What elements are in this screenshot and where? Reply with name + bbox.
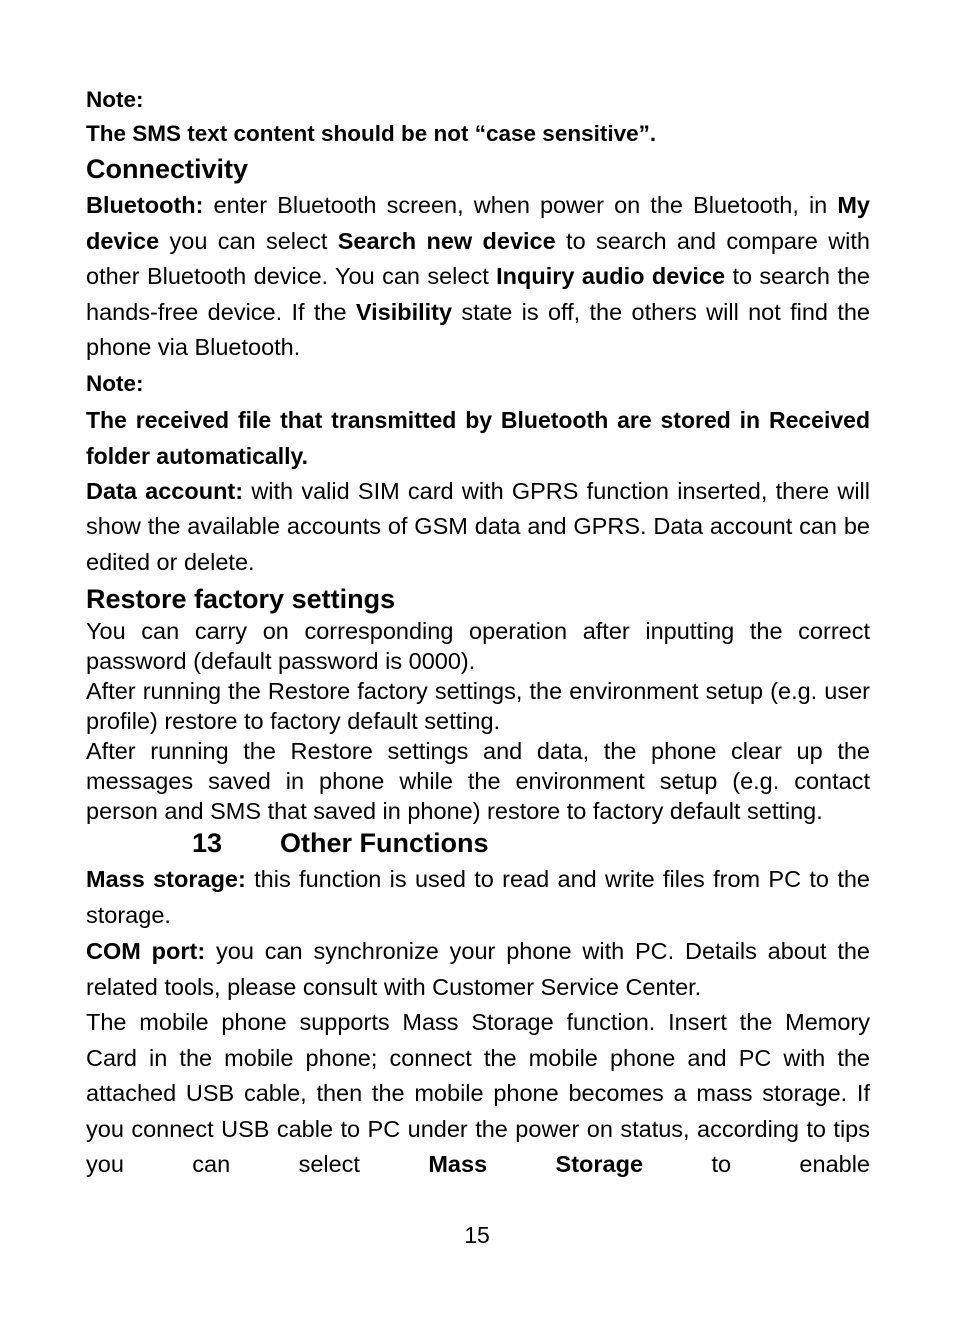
chapter-title: Other Functions <box>280 828 489 858</box>
note-label: Note: <box>86 87 144 112</box>
com-port-paragraph <box>86 934 870 1005</box>
page-content <box>86 82 870 1183</box>
chapter-number: 13 <box>192 828 223 858</box>
mass-storage-term: Mass Storage <box>428 1151 644 1177</box>
bluetooth-text: to search the hands-free device. If the <box>86 263 871 325</box>
restore-paragraph-1: You can carry on corresponding operation after inputting the correct password (default password is 0000). <box>86 618 870 674</box>
inquiry-audio-device-term: Inquiry audio device <box>496 263 726 289</box>
bluetooth-text: you can select <box>159 227 338 254</box>
mass-storage-paragraph <box>86 862 870 933</box>
section-heading-connectivity: Connectivity <box>86 154 249 184</box>
my-device-term: My device <box>86 192 870 254</box>
mass-storage-text: this function is used to read and write files from PC to the storage. <box>86 866 870 928</box>
note-text: The SMS text content should be not “case sensitive”. <box>86 121 657 146</box>
usage-text: to enable <box>643 1151 871 1177</box>
bluetooth-note-text: The received file that transmitted by Bluetooth are stored in Received folder automatically. <box>86 406 870 469</box>
restore-paragraph-2: After running the Restore factory settings, the environment setup (e.g. user profile) restore to factory default setting. <box>86 678 870 734</box>
note-label: Note: <box>86 370 144 396</box>
bluetooth-paragraph <box>86 188 870 366</box>
bluetooth-label: Bluetooth: <box>86 192 204 218</box>
chapter-heading <box>86 826 870 860</box>
data-account-paragraph <box>86 474 870 581</box>
com-port-text: you can synchronize your phone with PC. Details about the related tools, please consult with Customer Service Center. <box>86 938 870 1000</box>
search-new-device-term: Search new device <box>337 227 556 254</box>
data-account-text: with valid SIM card with GPRS function inserted, there will show the available accounts of GSM data and GPRS. Data account can be edited or delete. <box>86 477 871 575</box>
section-heading-restore: Restore factory settings <box>86 584 396 614</box>
data-account-label: Data account: <box>86 477 244 504</box>
page-number: 15 <box>464 1222 490 1248</box>
mass-storage-usage-paragraph <box>86 1005 870 1183</box>
bluetooth-text: state is off, the others will not find the phone via Bluetooth. <box>86 298 870 360</box>
bluetooth-text: enter Bluetooth screen, when power on the Bluetooth, in <box>203 192 838 218</box>
visibility-term: Visibility <box>355 298 453 325</box>
restore-paragraph-3: After running the Restore settings and data, the phone clear up the messages saved in phone while the environment setup (e.g. contact person and SMS that saved in phone) restore to factory default setting. <box>86 738 870 824</box>
com-port-label: COM port: <box>86 938 206 964</box>
usage-text: The mobile phone supports Mass Storage function. Insert the Memory Card in the mobile phone; connect the mobile phone and PC with the attached USB cable, then the mobile phone becomes a mass storage. If you connect USB cable to PC under the power on status, according to tips you can select <box>86 1009 870 1177</box>
mass-storage-label: Mass storage: <box>86 866 246 892</box>
bluetooth-text: to search and compare with other Bluetooth device. You can select <box>86 227 870 289</box>
